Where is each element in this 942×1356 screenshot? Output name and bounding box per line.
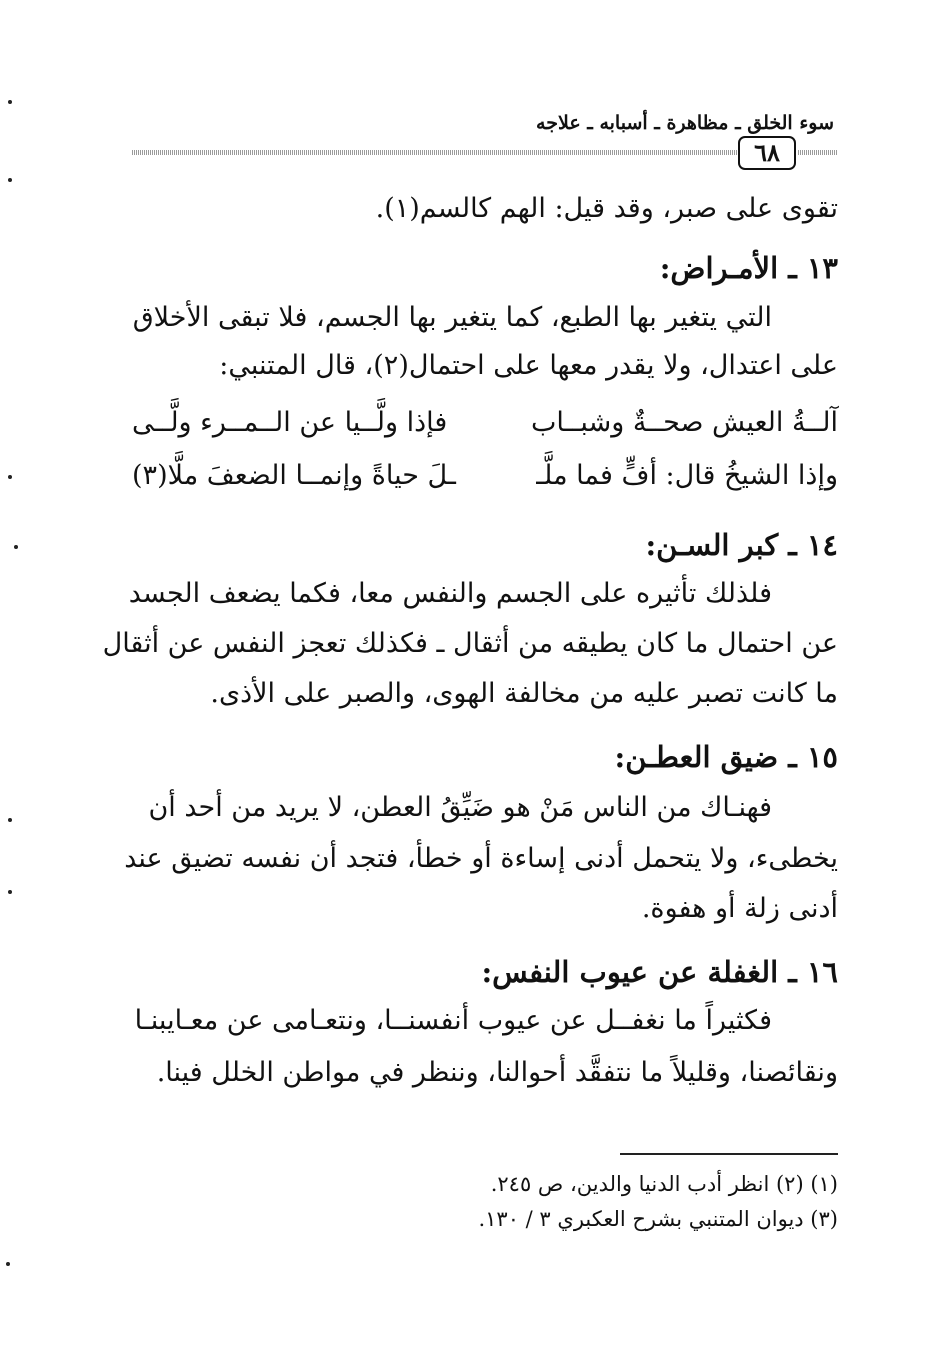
footnote-separator	[620, 1153, 838, 1155]
header-rule	[132, 150, 738, 155]
paragraph-line: ونقائصنا، وقليلاً ما نتفقَّد أحوالنا، وننظر في مواطن الخلل فينا.	[156, 1057, 838, 1088]
section-heading-16: ١٦ ـ الغفلة عن عيوب النفس:	[481, 955, 838, 989]
header-rule-short	[798, 150, 838, 155]
scan-speck	[8, 818, 12, 822]
footnote: (٣) ديوان المتنبي بشرح العكبري ٣ / ١٣٠.	[478, 1207, 838, 1231]
verse-hemistich: آلــةُ العيش صحــةٌ وشبــاب	[530, 407, 838, 438]
running-title: سوء الخلق ـ مظاهرة ـ أسبابه ـ علاجه	[536, 112, 834, 134]
section-heading-14: ١٤ ـ كبر السـن:	[645, 528, 838, 562]
verse-hemistich: وإذا الشيخُ قال: أفٍّ فما ملَّـ	[536, 460, 838, 491]
page-number: ٦٨	[738, 136, 796, 170]
verse-hemistich: ـلَ حياةً وإنمــا الضعفَ ملَّا(٣)	[132, 460, 456, 491]
scan-speck	[8, 890, 12, 894]
verse-hemistich: فإذا ولَّــيا عن الــمــرء ولَّــى	[132, 407, 448, 438]
scan-speck	[8, 178, 12, 182]
paragraph-line: يخطىء، ولا يتحمل أدنى إساءة أو خطأ، فتجد أن نفسه تضيق عند	[124, 843, 838, 874]
scan-speck	[8, 100, 12, 104]
paragraph-line: فلذلك تأثيره على الجسم والنفس معا، فكما يضعف الجسد	[128, 578, 772, 609]
scan-speck	[6, 1262, 10, 1266]
paragraph-line: عن احتمال ما كان يطيقه من أثقال ـ فكذلك تعجز النفس عن أثقال	[102, 628, 838, 659]
paragraph-line: تقوى على صبر، وقد قيل: الهم كالسم(١).	[375, 193, 838, 224]
section-heading-13: ١٣ ـ الأمـراض:	[659, 251, 838, 285]
footnote: (١) (٢) انظر أدب الدنيا والدين، ص ٢٤٥.	[490, 1172, 838, 1196]
paragraph-line: فكثيراً ما نغفــل عن عيوب أنفسنــا، ونتعـامى عن معـايبنـا	[134, 1005, 772, 1036]
paragraph-line: التي يتغير بها الطبع، كما يتغير بها الجسم، فلا تبقى الأخلاق	[132, 302, 772, 333]
paragraph-line: فهنـاك من الناس مَنْ هو ضَيِّقُ العطن، لا يريد من أحد أن	[148, 792, 772, 823]
paragraph-line: أدنى زلة أو هفوة.	[641, 893, 838, 924]
scan-speck	[8, 475, 12, 479]
section-heading-15: ١٥ ـ ضيق العطـن:	[614, 740, 838, 774]
paragraph-line: على اعتدال، ولا يقدر معها على احتمال(٢)، قال المتنبي:	[219, 350, 838, 381]
scan-speck	[14, 545, 18, 549]
paragraph-line: ما كانت تصبر عليه من مخالفة الهوى، والصبر على الأذى.	[210, 678, 838, 709]
